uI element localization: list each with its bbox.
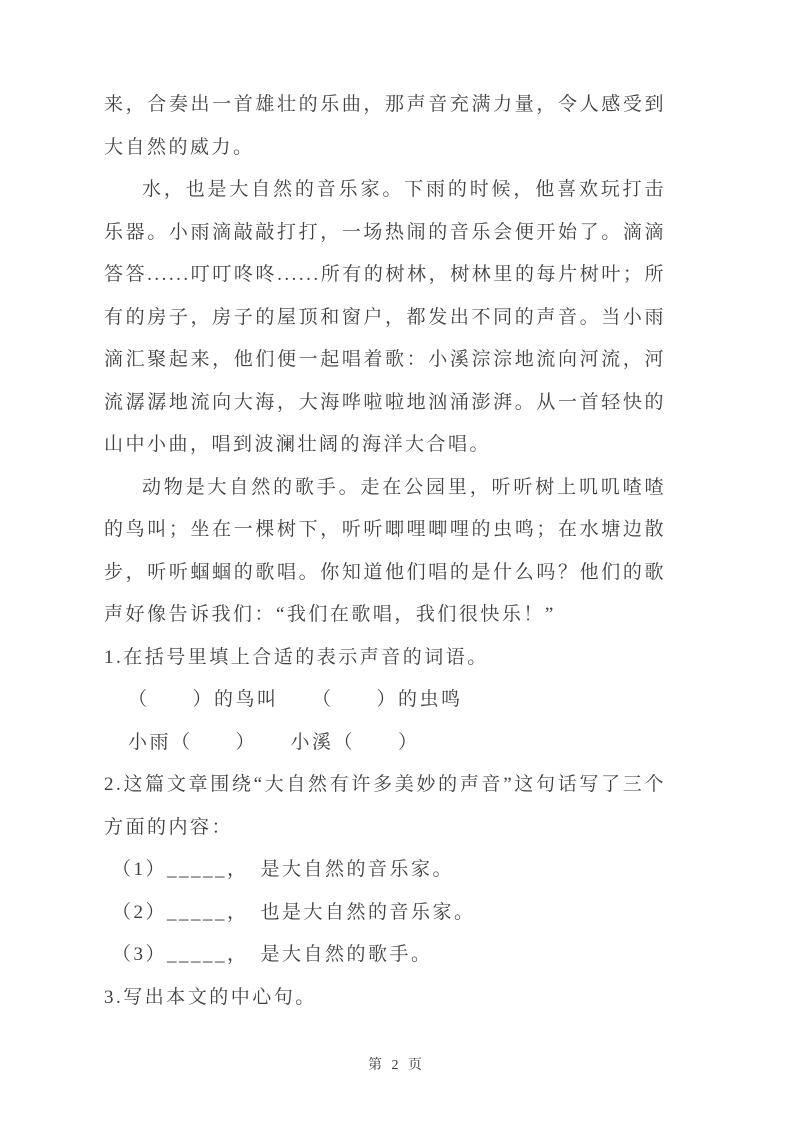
passage-line: 步，听听蝈蝈的歌唱。你知道他们唱的是什么吗？他们的歌 xyxy=(104,561,666,583)
question-1-blank-row: （ ）的鸟叫 （ ）的虫鸣 xyxy=(128,689,463,710)
passage-line: 动物是大自然的歌手。走在公园里，听听树上叽叽喳喳 xyxy=(142,476,666,498)
passage-line: 来，合奏出一首雄壮的乐曲，那声音充满力量，令人感受到 xyxy=(104,94,666,115)
passage-line: 有的房子，房子的屋顶和窗户，都发出不同的声音。当小雨 xyxy=(104,306,666,328)
page-number-footer: 第 2 页 xyxy=(368,1058,425,1073)
passage-line: 滴汇聚起来，他们便一起唱着歌：小溪淙淙地流向河流，河 xyxy=(104,349,666,370)
document-body xyxy=(104,84,666,1019)
passage-line: 答答......叮叮咚咚......所有的树林，树林里的每片树叶；所 xyxy=(104,264,666,285)
passage-line: 乐器。小雨滴敲敲打打，一场热闹的音乐会便开始了。滴滴 xyxy=(104,221,666,243)
question-2-blank-item: （3）_____， 是大自然的歌手。 xyxy=(112,944,433,965)
passage-line: 山中小曲，唱到波澜壮阔的海洋大合唱。 xyxy=(104,434,492,455)
question-2-blank-item: （2）_____， 也是大自然的音乐家。 xyxy=(112,901,476,923)
question-2-continuation: 方面的内容： xyxy=(104,816,234,838)
question-3: 3.写出本文的中心句。 xyxy=(104,986,317,1008)
passage-line: 大自然的威力。 xyxy=(104,136,255,158)
question-1-blank-row: 小雨（ ） 小溪（ ） xyxy=(128,731,420,753)
passage-line: 的鸟叫；坐在一棵树下，听听唧哩唧哩的虫鸣；在水塘边散 xyxy=(104,519,666,540)
passage-line: 水，也是大自然的音乐家。下雨的时候，他喜欢玩打击 xyxy=(142,179,666,200)
question-2-blank-item: （1）_____， 是大自然的音乐家。 xyxy=(112,859,455,880)
passage-line: 声好像告诉我们：“我们在歌唱，我们很快乐！” xyxy=(104,604,556,625)
passage-line: 流潺潺地流向大海，大海哗啦啦地汹涌澎湃。从一首轻快的 xyxy=(104,391,666,413)
question-2: 2.这篇文章围绕“大自然有许多美妙的声音”这句话写了三个 xyxy=(104,774,666,795)
question-1: 1.在括号里填上合适的表示声音的词语。 xyxy=(104,646,489,668)
